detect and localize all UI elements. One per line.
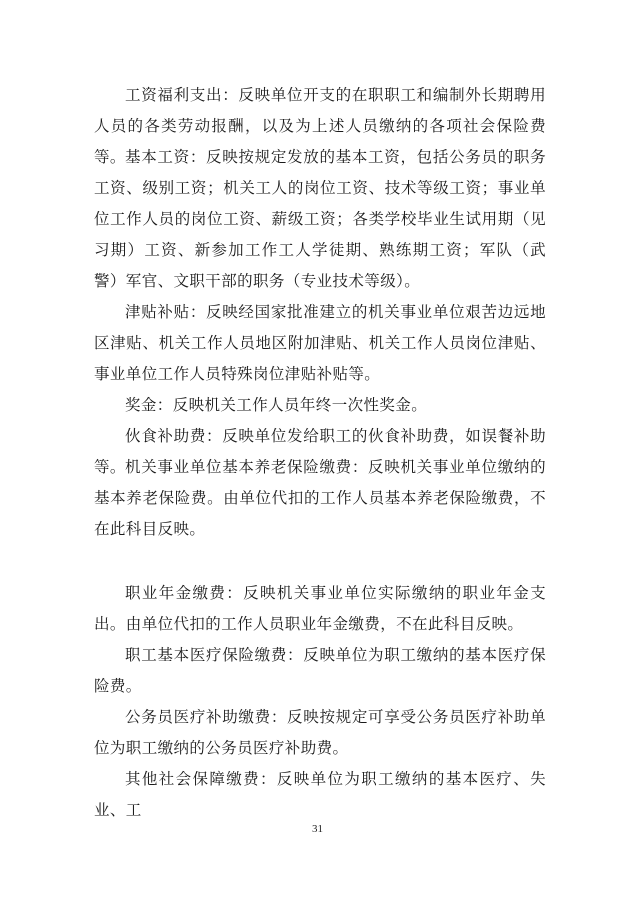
paragraph-other-social-security: 其他社会保障缴费：反映单位为职工缴纳的基本医疗、失业、工 (94, 770, 546, 819)
paragraph-bonus: 奖金：反映机关工作人员年终一次性奖金。 (125, 396, 428, 414)
page-number: 31 (312, 823, 323, 835)
paragraph-wage-welfare: 工资福利支出：反映单位开支的在职职工和编制外长期聘用人员的各类劳动报酬，以及为上述人员缴纳的各项社会保险费等。 (94, 86, 546, 166)
paragraph-civil-servant-medical: 公务员医疗补助缴费：反映按规定可享受公务员医疗补助单位为职工缴纳的公务员医疗补助费。 (94, 708, 546, 757)
paragraph-medical-insurance: 职工基本医疗保险缴费：反映单位为职工缴纳的基本医疗保险费。 (94, 646, 546, 695)
paragraph-pension-insurance: 机关事业单位基本养老保险缴费：反映机关事业单位缴纳的基本养老保险费。由单位代扣的工作人员基本养老保险缴费，不在此科目反映。 (94, 458, 546, 538)
paragraph-basic-salary: 基本工资：反映按规定发放的基本工资，包括公务员的职务工资、级别工资；机关工人的岗位工资、技术等级工资；事业单位工作人员的岗位工资、薪级工资；各类学校毕业生试用期（见习期）工资、新参加工作工人学徒期、熟练期工资；军队（武警）军官、文职干部的职务（专业技术等级）。 (94, 148, 546, 290)
paragraph-occupational-annuity: 职业年金缴费：反映机关事业单位实际缴纳的职业年金支出。由单位代扣的工作人员职业年金缴费，不在此科目反映。 (94, 584, 546, 633)
paragraph-meal-subsidy: 伙食补助费：反映单位发给职工的伙食补助费，如误餐补助等。 (94, 427, 546, 476)
paragraph-allowances: 津贴补贴：反映经国家批准建立的机关事业单位艰苦边远地区津贴、机关工作人员地区附加津贴、机关工作人员岗位津贴、事业单位工作人员特殊岗位津贴补贴等。 (94, 303, 546, 383)
